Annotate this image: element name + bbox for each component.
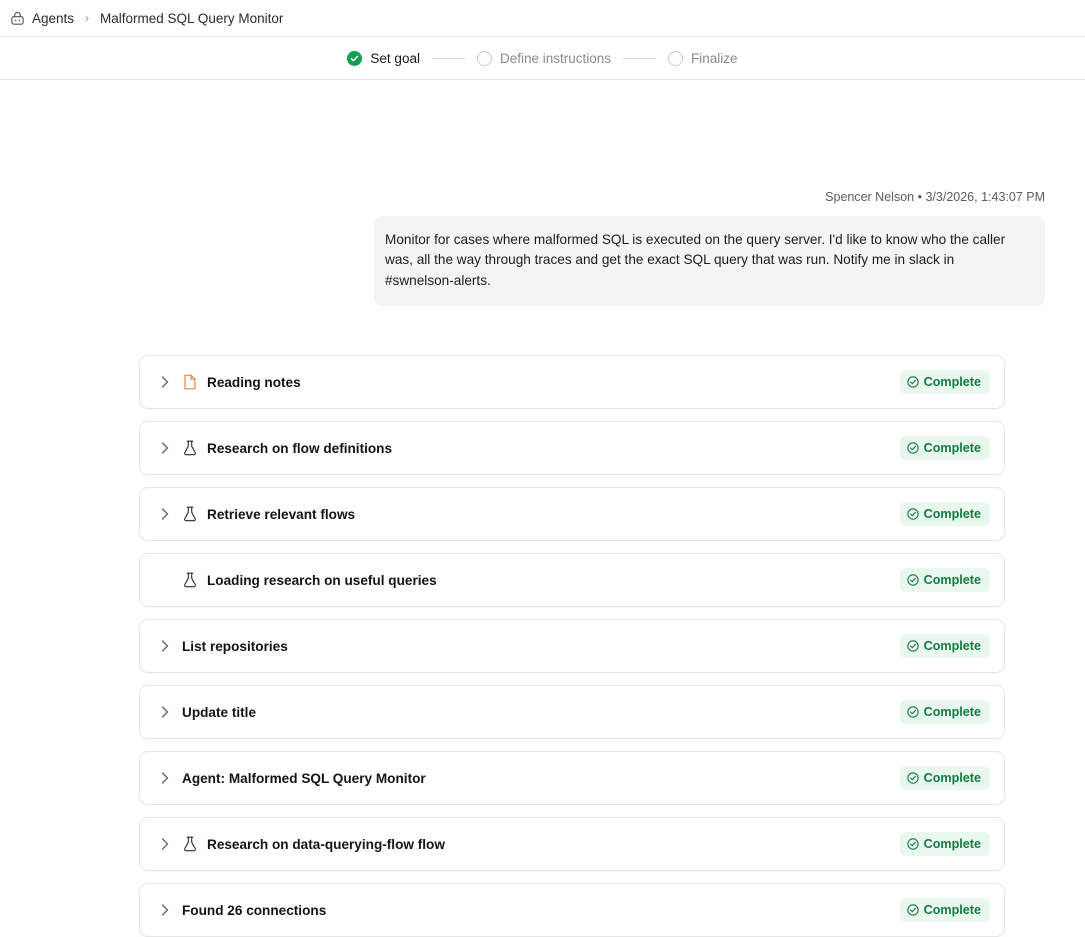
flask-icon (182, 836, 198, 852)
main-content (0, 80, 1085, 937)
breadcrumb-current: Malformed SQL Query Monitor (100, 10, 284, 26)
task-title: Retrieve relevant flows (207, 506, 356, 522)
status-badge (900, 436, 990, 460)
status-badge (900, 568, 990, 592)
user-message-block (40, 80, 1045, 306)
message-body: Monitor for cases where malformed SQL is executed on the query server. I'd like to know who the caller was, all the way through traces and get the exact SQL query that was run. Notify me in slack in #swnelson-alerts. (374, 216, 1045, 306)
flask-icon (182, 506, 198, 522)
task-title: Research on flow definitions (207, 440, 393, 456)
status-badge (900, 832, 990, 856)
breadcrumb (0, 0, 1085, 37)
flask-icon (182, 440, 198, 456)
chevron-right-icon[interactable] (158, 904, 171, 916)
task-row[interactable] (139, 553, 1005, 607)
task-title: Reading notes (207, 374, 301, 390)
task-row[interactable] (139, 421, 1005, 475)
step-connector-1 (432, 58, 465, 59)
message-author: Spencer Nelson (825, 190, 915, 204)
wizard-stepper (0, 37, 1085, 80)
step-label-finalize: Finalize (691, 50, 738, 66)
step-connector-2 (623, 58, 656, 59)
message-timestamp: 3/3/2026, 1:43:07 PM (925, 190, 1045, 204)
task-title: Loading research on useful queries (207, 572, 437, 588)
task-list (139, 355, 1005, 937)
task-row[interactable] (139, 487, 1005, 541)
breadcrumb-separator: › (85, 11, 90, 25)
task-row[interactable] (139, 751, 1005, 805)
status-badge (900, 898, 990, 922)
status-label: Complete (923, 639, 981, 654)
status-label: Complete (923, 375, 981, 390)
status-label: Complete (923, 705, 981, 720)
flask-icon (182, 572, 198, 588)
status-label: Complete (923, 837, 981, 852)
task-row[interactable] (139, 817, 1005, 871)
task-row[interactable] (139, 619, 1005, 673)
task-title: Update title (182, 704, 257, 720)
task-row[interactable] (139, 355, 1005, 409)
status-label: Complete (923, 771, 981, 786)
chevron-right-icon[interactable] (158, 376, 171, 388)
task-row[interactable] (139, 883, 1005, 937)
circle-icon (477, 51, 492, 66)
message-meta-separator: • (917, 190, 922, 204)
chevron-right-icon[interactable] (158, 772, 171, 784)
step-label-set-goal: Set goal (370, 50, 420, 66)
breadcrumb-link-agents[interactable]: Agents (32, 10, 75, 26)
step-set-goal[interactable] (347, 51, 420, 66)
file-icon (182, 374, 198, 390)
status-label: Complete (923, 903, 981, 918)
circle-icon (668, 51, 683, 66)
status-badge (900, 502, 990, 526)
status-label: Complete (923, 573, 981, 588)
status-badge (900, 700, 990, 724)
chevron-right-icon[interactable] (158, 706, 171, 718)
step-define-instructions[interactable] (477, 51, 611, 66)
status-label: Complete (923, 441, 981, 456)
task-title: Found 26 connections (182, 902, 327, 918)
status-badge (900, 634, 990, 658)
task-title: Research on data-querying-flow flow (207, 836, 445, 852)
status-label: Complete (923, 507, 981, 522)
chevron-right-icon[interactable] (158, 838, 171, 850)
status-badge (900, 766, 990, 790)
check-circle-icon (347, 51, 362, 66)
chevron-right-icon[interactable] (158, 442, 171, 454)
step-finalize[interactable] (668, 51, 738, 66)
task-row[interactable] (139, 685, 1005, 739)
agents-icon (10, 11, 25, 26)
step-label-define-instructions: Define instructions (499, 50, 612, 66)
task-title: Agent: Malformed SQL Query Monitor (182, 770, 426, 786)
chevron-right-icon[interactable] (158, 508, 171, 520)
message-meta (825, 190, 1045, 204)
task-title: List repositories (182, 638, 288, 654)
status-badge (900, 370, 990, 394)
chevron-right-icon[interactable] (158, 640, 171, 652)
